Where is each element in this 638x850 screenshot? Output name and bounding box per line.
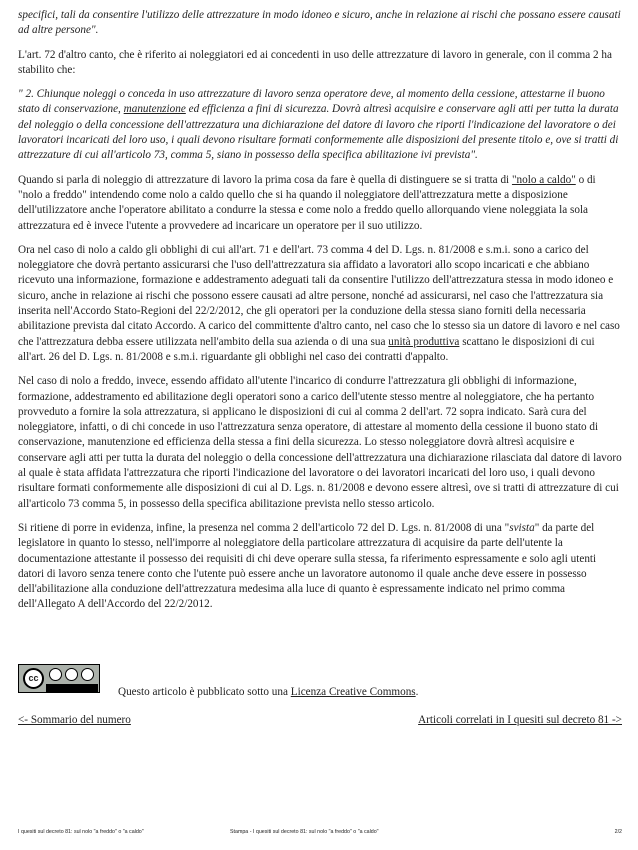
license-suffix: .: [415, 686, 419, 698]
nolo-a-caldo-link[interactable]: "nolo a caldo": [511, 173, 576, 186]
svista-word: svista: [509, 521, 535, 534]
paragraph-art72: L'art. 72 d'altro canto, che è riferito ai noleggiatori ed ai concedenti in uso delle attrezzature di lavoro in generale, con il comma 2 ha stabilito che:: [18, 48, 612, 76]
article-body: [18, 8, 622, 622]
text-span: " 2. Chiunque noleggi o conceda in uso attrezzature di lavoro senza operatore deve, al momento della cessione, attestarne il buono stato di conservazione,: [18, 88, 605, 116]
paragraph-quote-end: specifici, tali da consentire l'utilizzo delle attrezzature in modo idoneo e sicuro, anche in relazione ai rischi che possano essere causati ad altre persone".: [18, 9, 621, 37]
license-link[interactable]: Licenza Creative Commons: [290, 686, 416, 698]
summary-link[interactable]: <- Sommario del numero: [18, 714, 131, 726]
text-span: scattano le disposizioni di cui all'art. 26 del D. Lgs. n. 81/2008 e s.m.i. riguardante gli obblighi nel caso dei contratti d'appalto.: [18, 335, 595, 363]
footer-title: I quesiti sul decreto 81: sul nolo "a freddo" o "a caldo": [18, 829, 144, 835]
license-prefix: Questo articolo è pubblicato sotto una: [118, 686, 291, 698]
footer-print-title: Stampa - I quesiti sul decreto 81: sul nolo "a freddo" o "a caldo": [230, 829, 379, 835]
related-articles-link[interactable]: Articoli correlati in I quesiti sul decreto 81 ->: [418, 714, 622, 726]
text-span: Si ritiene di porre in evidenza, infine, la presenza nel comma 2 dell'articolo 72 del D. Lgs. n. 81/2008 di una ": [18, 521, 510, 534]
footer-page-number: 2/2: [614, 829, 622, 835]
text-span: Ora nel caso di nolo a caldo gli obblighi di cui all'art. 71 e dell'art. 73 comma 4 del D. Lgs. n. 81/2008 e s.m.i. sono a carico del noleggiatore che dovrà pertanto assicurarsi che l'uso dell'attrezzatura sia affidato a lavoratori allo scopo incaricati e che abbiano ricevuto una informazione, formazione e addestramento adeguati tali da consentire l'utilizzo dell'attrezzatura stessa in modo idoneo e sicuro, anche in relazione ai rischi che possono essere causati ad altre persone, nonché ad assicurarsi, nel caso che l'attrezzatura sia inserita nell'Accordo Stato-Regioni del 22/2/2012, che gli operatori per la conduzione della stessa siano forniti della necessaria abilitazione prevista dal citato Accordo. A carico del committente d'altro canto, nel caso che lo stesso sia un datore di lavoro e nel caso che l'attrezzatura debba essere utilizzata nell'ambito della sua azienda o di una sua: [18, 243, 620, 348]
cc-logo-icon: cc: [23, 668, 44, 689]
paragraph-svista: [18, 521, 622, 613]
nd-icon: [81, 668, 94, 681]
text-span: Quando si parla di noleggio di attrezzature di lavoro la prima cosa da fare è quella di distinguere se si tratta di: [18, 173, 512, 186]
creative-commons-badge-icon[interactable]: [18, 664, 100, 693]
print-footer: [18, 829, 622, 839]
paragraph-nolo-definition: [18, 173, 622, 234]
license-block: [18, 664, 622, 700]
paragraph-nolo-a-freddo: Nel caso di nolo a freddo, invece, essendo affidato all'utente l'incarico di condurre l'attrezzatura gli obblighi di informazione, formazione, addestramento ed abilitazione degli operatori sono a carico dell'utente stesso mentre al noleggiatore, che ha pertanto provveduto a fornire la sola attrezzatura, si applicano le disposizioni di cui al comma 2 dell'art. 72 sopra indicato. Sarà cura del noleggiatore, infatti, o di chi concede in uso l'attrezzatura senza operatore, di attestare al momento della cessione il buono stato di conservazione, manutenzione ed efficienza della stessa a fini della sicurezza. Lo stesso noleggiatore dovrà altresì acquisire e conservare agli atti per tutta la durata del noleggio o della concessione dell'attrezzatura una dichiarazione rilasciata dal datore di lavoro al quale è stata affidata l'attrezzatura che riporti l'indicazione del lavoratore o dei lavoratori incaricati del loro uso, i quali devono risultare formati conformemente alle disposizioni di cui al D. Lgs. n. 81/2008 e devono essere altresì, ove si tratti di attrezzature di cui all'articolo 73 comma 5, in possesso della specifica abilitazione prevista nello stesso articolo.: [18, 375, 622, 510]
by-icon: [49, 668, 62, 681]
unita-produttiva-link[interactable]: unità produttiva: [388, 335, 460, 348]
text-span: ed efficienza a fini di sicurezza. Dovrà altresì acquisire e conservare agli atti per tutta la durata del noleggio o della concessione dell'attrezzatura una dichiarazione del datore di lavoro che riporti l'indicazione del lavoratore o dei lavoratori incaricati del loro uso, i quali devono risultare formati conformemente alle disposizioni del presente titolo e, ove si tratti di attrezzature di cui all'articolo 73, comma 5, siano in possesso della specifica abilitazione ivi prevista".: [18, 103, 619, 162]
cc-terms-bar: [46, 684, 98, 692]
cc-terms-icons: [49, 668, 97, 682]
text-span: " da parte del legislatore in quanto lo stesso, nell'imporre al noleggiatore della particolare attrezzatura di acquisire da parte dell'utente la documentazione attestante il possesso dei requisiti di chi deve operare sulla stessa, fa riferimento espressamente e solo agli utenti datori di lavoro senza tenere conto che l'utente può essere anche un lavoratore autonomo il quale anche deve essere in possesso dell'abilitazione alla conduzione dell'attrezzatura medesima alla luce di quanto è espressamente indicato nel primo comma dell'Allegato A dell'Accordo del 22/2/2012.: [18, 521, 597, 611]
paragraph-art72-quote: [18, 87, 622, 163]
nc-icon: [65, 668, 78, 681]
license-text: [118, 686, 418, 698]
text-span: o di "nolo a freddo" intendendo come nolo a caldo quello che si ha quando il noleggiatore dell'attrezzatura mette a disposizione dell'utilizzatore anche l'operatore abilitato a condurre la stessa e come nolo a freddo quello allorquando viene noleggiata la sola attrezzatura ed è invece l'utente a provvedere ad incaricare un operatore per il suo utilizzo.: [18, 173, 596, 232]
manutenzione-link[interactable]: manutenzione: [123, 103, 186, 116]
paragraph-nolo-a-caldo: [18, 243, 622, 365]
